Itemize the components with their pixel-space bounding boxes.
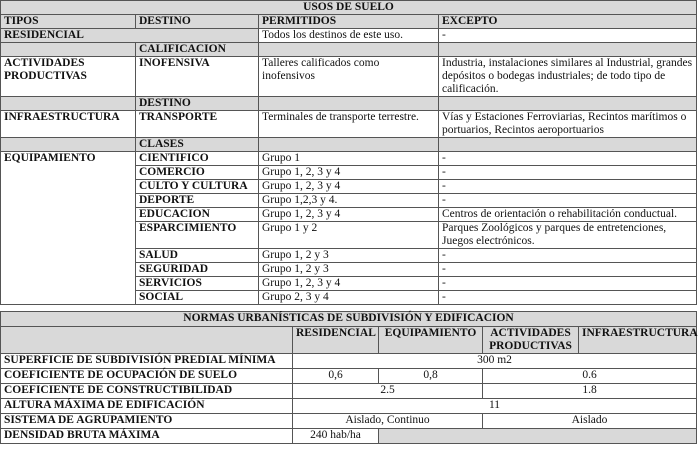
subheader: DESTINO [136,97,259,111]
value-cell: 0.6 [483,369,697,384]
value-cell: 0,8 [379,369,483,384]
excepto-cell: - [439,249,697,263]
permitidos-cell: Grupo 1, 2 y 3 [259,249,439,263]
subheader: CALIFICACION [136,43,259,57]
clase-cell: DEPORTE [136,194,259,208]
permitidos-cell: Grupo 1 y 2 [259,222,439,249]
normas-urbanisticas-table [0,311,697,444]
permitidos-cell: Talleres calificados como inofensivos [259,57,439,97]
excepto-cell: - [439,29,697,43]
row-label: DENSIDAD BRUTA MÁXIMA [1,429,293,444]
clase-cell: CULTO Y CULTURA [136,180,259,194]
clase-cell: ESPARCIMIENTO [136,222,259,249]
excepto-cell: - [439,263,697,277]
excepto-cell: - [439,291,697,305]
clase-cell: SEGURIDAD [136,263,259,277]
row-label: COEFICIENTE DE CONSTRUCTIBILIDAD [1,384,293,399]
col-header: INFRAESTRUCTURA [579,327,697,354]
excepto-cell: - [439,152,697,166]
excepto-cell: - [439,194,697,208]
value-cell: 11 [293,399,697,414]
table-row [1,399,697,414]
tipo-cell: ACTIVIDADES PRODUCTIVAS [1,57,136,97]
col-header: PERMITIDOS [259,15,439,29]
permitidos-cell: Grupo 1, 2, 3 y 4 [259,166,439,180]
value-cell: 2.5 [293,384,483,399]
value-cell: 0,6 [293,369,379,384]
value-cell: 1.8 [483,384,697,399]
col-header: ACTIVIDADES PRODUCTIVAS [483,327,579,354]
table-title: NORMAS URBANÍSTICAS DE SUBDIVISIÓN Y EDIFICACION [1,312,697,327]
row-label: SUPERFICIE DE SUBDIVISIÓN PREDIAL MÍNIMA [1,354,293,369]
value-cell: 300 m2 [293,354,697,369]
excepto-cell: Industria, instalaciones similares al Industrial, grandes depósitos o bodegas industriales; de todo tipo de calificación. [439,57,697,97]
permitidos-cell: Grupo 1, 2 y 3 [259,263,439,277]
permitidos-cell: Grupo 1, 2, 3 y 4 [259,180,439,194]
clase-cell: COMERCIO [136,166,259,180]
value-cell: Aislado, Continuo [293,414,483,429]
row-label: ALTURA MÁXIMA DE EDIFICACIÓN [1,399,293,414]
clase-cell: SOCIAL [136,291,259,305]
permitidos-cell: Grupo 1,2,3 y 4. [259,194,439,208]
col-header: RESIDENCIAL [293,327,379,354]
clase-cell: CIENTIFICO [136,152,259,166]
table-row [1,57,697,97]
table-title: USOS DE SUELO [1,1,697,15]
table-row [1,111,697,138]
table-row [1,369,697,384]
row-label: SISTEMA DE AGRUPAMIENTO [1,414,293,429]
excepto-cell: Parques Zoológicos y parques de entretenciones, Juegos electrónicos. [439,222,697,249]
row-label: COEFICIENTE DE OCUPACIÓN DE SUELO [1,369,293,384]
col-header: EXCEPTO [439,15,697,29]
value-cell: 240 hab/ha [293,429,379,444]
col-header: DESTINO [136,15,259,29]
permitidos-cell: Grupo 2, 3 y 4 [259,291,439,305]
table-row [1,414,697,429]
permitidos-cell: Grupo 1 [259,152,439,166]
table-row [1,384,697,399]
excepto-cell: Centros de orientación o rehabilitación conductual. [439,208,697,222]
clase-cell: EDUCACION [136,208,259,222]
value-cell: Aislado [483,414,697,429]
col-header: TIPOS [1,15,136,29]
permitidos-cell: Todos los destinos de este uso. [259,29,439,43]
permitidos-cell: Grupo 1, 2, 3 y 4 [259,277,439,291]
tipo-cell: RESIDENCIAL [1,29,259,43]
col-header: EQUIPAMIENTO [379,327,483,354]
clase-cell: SERVICIOS [136,277,259,291]
excepto-cell: - [439,180,697,194]
table-row [1,152,697,166]
clase-cell: SALUD [136,249,259,263]
excepto-cell: Vías y Estaciones Ferroviarias, Recintos marítimos o portuarios, Recintos aeroportuarios [439,111,697,138]
table-row [1,429,697,444]
table-row [1,354,697,369]
table-row [1,29,697,43]
permitidos-cell: Grupo 1, 2, 3 y 4 [259,208,439,222]
tipo-cell: EQUIPAMIENTO [1,152,136,305]
excepto-cell: - [439,166,697,180]
excepto-cell: - [439,277,697,291]
empty-cell [379,429,697,444]
destino-cell: INOFENSIVA [136,57,259,97]
permitidos-cell: Terminales de transporte terrestre. [259,111,439,138]
tipo-cell: INFRAESTRUCTURA [1,111,136,138]
subheader: CLASES [136,138,259,152]
destino-cell: TRANSPORTE [136,111,259,138]
